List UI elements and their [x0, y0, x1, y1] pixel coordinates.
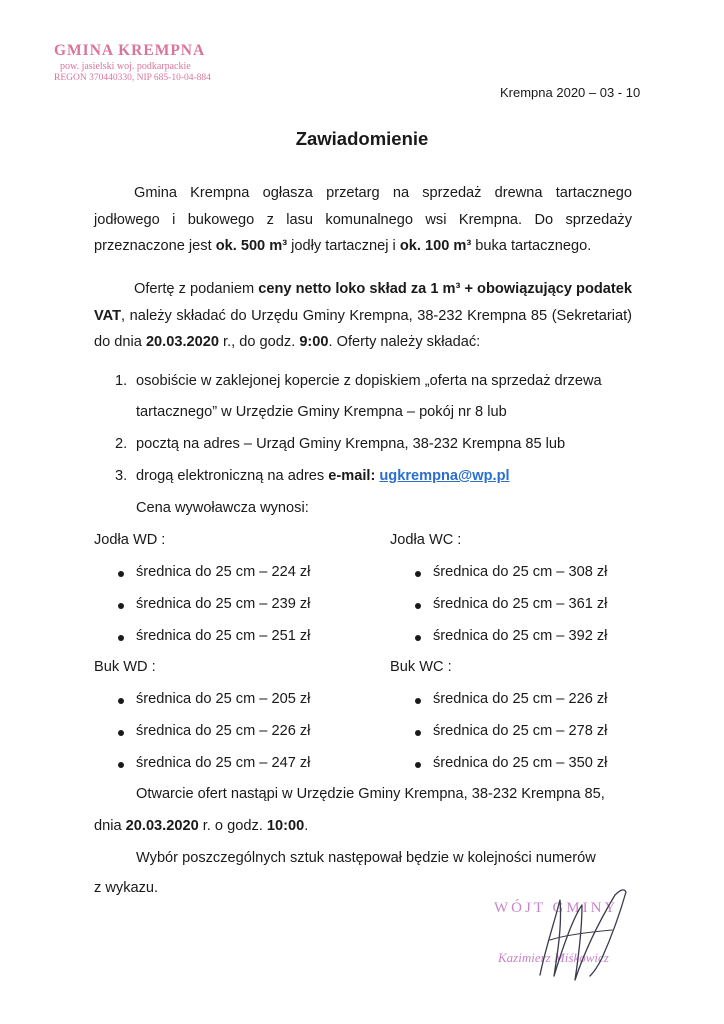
- price-item: średnica do 25 cm – 278 zł: [433, 723, 608, 739]
- offer-paragraph: [94, 276, 632, 356]
- price-item: średnica do 25 cm – 224 zł: [136, 564, 311, 580]
- selection-line-2: z wykazu.: [94, 880, 159, 896]
- intro-fir-volume: ok. 500 m³: [215, 238, 288, 254]
- handwritten-signature: [520, 880, 650, 990]
- method-1-line-1: osobiście w zaklejonej kopercie z dopiskiem „oferta na sprzedaż drzewa: [136, 373, 602, 389]
- offer-price-terms: ceny netto loko skład za 1 m³ + obowiązujący podatek VAT: [94, 281, 632, 324]
- intro-paragraph: [94, 180, 632, 260]
- opening-date: 20.03.2020: [125, 818, 199, 834]
- price-item: średnica do 25 cm – 239 zł: [136, 596, 311, 612]
- intro-beech-volume: ok. 100 m³: [399, 238, 472, 254]
- document-date: Krempna 2020 – 03 - 10: [500, 85, 641, 100]
- intro-text-2: jodły tartacznej i: [287, 238, 400, 254]
- stamp-name: GMINA KREMPNA: [54, 42, 206, 59]
- list-item: [136, 755, 310, 771]
- opening-time: 10:00: [266, 818, 305, 834]
- list-number-2: 2.: [115, 436, 128, 452]
- list-item: [136, 691, 310, 707]
- bullet-icon: [118, 635, 124, 641]
- offer-deadline-date: 20.03.2020: [145, 334, 219, 350]
- municipality-stamp: [52, 42, 232, 83]
- price-item: średnica do 25 cm – 350 zł: [433, 755, 608, 771]
- price-intro: Cena wywoławcza wynosi:: [136, 500, 309, 516]
- selection-line-1: Wybór poszczególnych sztuk następował będzie w kolejności numerów: [136, 850, 596, 866]
- price-item: średnica do 25 cm – 205 zł: [136, 691, 311, 707]
- list-item: [433, 628, 607, 644]
- bullet-icon: [415, 762, 421, 768]
- method-1-line-2: tartacznego” w Urzędzie Gminy Krempna – pokój nr 8 lub: [136, 404, 507, 420]
- bullet-icon: [415, 730, 421, 736]
- price-item: średnica do 25 cm – 247 zł: [136, 755, 311, 771]
- list-item: [136, 723, 310, 739]
- intro-text-3: buka tartacznego.: [471, 238, 592, 254]
- method-3-text: drogą elektroniczną na adres: [136, 468, 329, 484]
- email-label: e-mail:: [328, 468, 376, 484]
- group-label-buk-wc: Buk WC :: [390, 659, 452, 675]
- price-item: średnica do 25 cm – 226 zł: [433, 691, 608, 707]
- bullet-icon: [118, 698, 124, 704]
- price-item: średnica do 25 cm – 361 zł: [433, 596, 608, 612]
- offer-text-2: , należy składać do Urzędu Gminy Krempna, 38-232 Krempna 85 (Sekretariat) do dnia: [94, 307, 632, 350]
- price-item: średnica do 25 cm – 251 zł: [136, 628, 311, 644]
- opening-text-3: .: [304, 818, 309, 834]
- stamp-registry: REGON 370440330, NIP 685-10-04-884: [54, 73, 211, 83]
- opening-text-1: dnia: [94, 818, 126, 834]
- bullet-icon: [415, 635, 421, 641]
- bullet-icon: [415, 603, 421, 609]
- wojt-stamp-title: WÓJT GMINY: [494, 900, 619, 916]
- price-item: średnica do 25 cm – 226 zł: [136, 723, 311, 739]
- list-item: [433, 723, 607, 739]
- list-number-1: 1.: [115, 373, 128, 389]
- intro-text-1: Gmina Krempna ogłasza przetarg na sprzedaż drewna tartacznego jodłowego i bukowego z lasu komunalnego wsi Krempna. Do sprzedaży przeznaczone jest: [94, 185, 632, 254]
- offer-text-1: Ofertę z podaniem: [134, 281, 259, 297]
- price-item: średnica do 25 cm – 308 zł: [433, 564, 608, 580]
- list-item: [433, 755, 607, 771]
- opening-text-2: r. o godz.: [198, 818, 267, 834]
- group-label-jodla-wd: Jodła WD :: [94, 532, 166, 548]
- wojt-stamp-name: Kazimierz Miśkowicz: [498, 950, 609, 965]
- opening-line-2: [94, 818, 308, 834]
- method-2-text: pocztą na adres – Urząd Gminy Krempna, 38-232 Krempna 85 lub: [136, 436, 566, 452]
- email-link[interactable]: ugkrempna@wp.pl: [379, 468, 510, 484]
- group-label-jodla-wc: Jodła WC :: [390, 532, 462, 548]
- list-item: [433, 691, 607, 707]
- bullet-icon: [118, 571, 124, 577]
- bullet-icon: [415, 571, 421, 577]
- bullet-icon: [118, 730, 124, 736]
- list-item: [433, 564, 607, 580]
- list-item: [136, 564, 310, 580]
- group-label-buk-wd: Buk WD :: [94, 659, 156, 675]
- stamp-district: pow. jasielski woj. podkarpackie: [60, 61, 191, 72]
- bullet-icon: [118, 603, 124, 609]
- list-number-3: 3.: [115, 468, 128, 484]
- document-title: Zawiadomienie: [295, 128, 429, 149]
- list-item: [136, 596, 310, 612]
- list-item: [136, 628, 310, 644]
- price-item: średnica do 25 cm – 392 zł: [433, 628, 608, 644]
- opening-line-1: Otwarcie ofert nastąpi w Urzędzie Gminy Krempna, 38-232 Krempna 85,: [136, 786, 605, 802]
- bullet-icon: [415, 698, 421, 704]
- method-3: [136, 468, 510, 484]
- offer-deadline-time: 9:00: [299, 334, 329, 350]
- bullet-icon: [118, 762, 124, 768]
- list-item: [433, 596, 607, 612]
- offer-text-4: . Oferty należy składać:: [328, 334, 481, 350]
- offer-text-3: r., do godz.: [218, 334, 300, 350]
